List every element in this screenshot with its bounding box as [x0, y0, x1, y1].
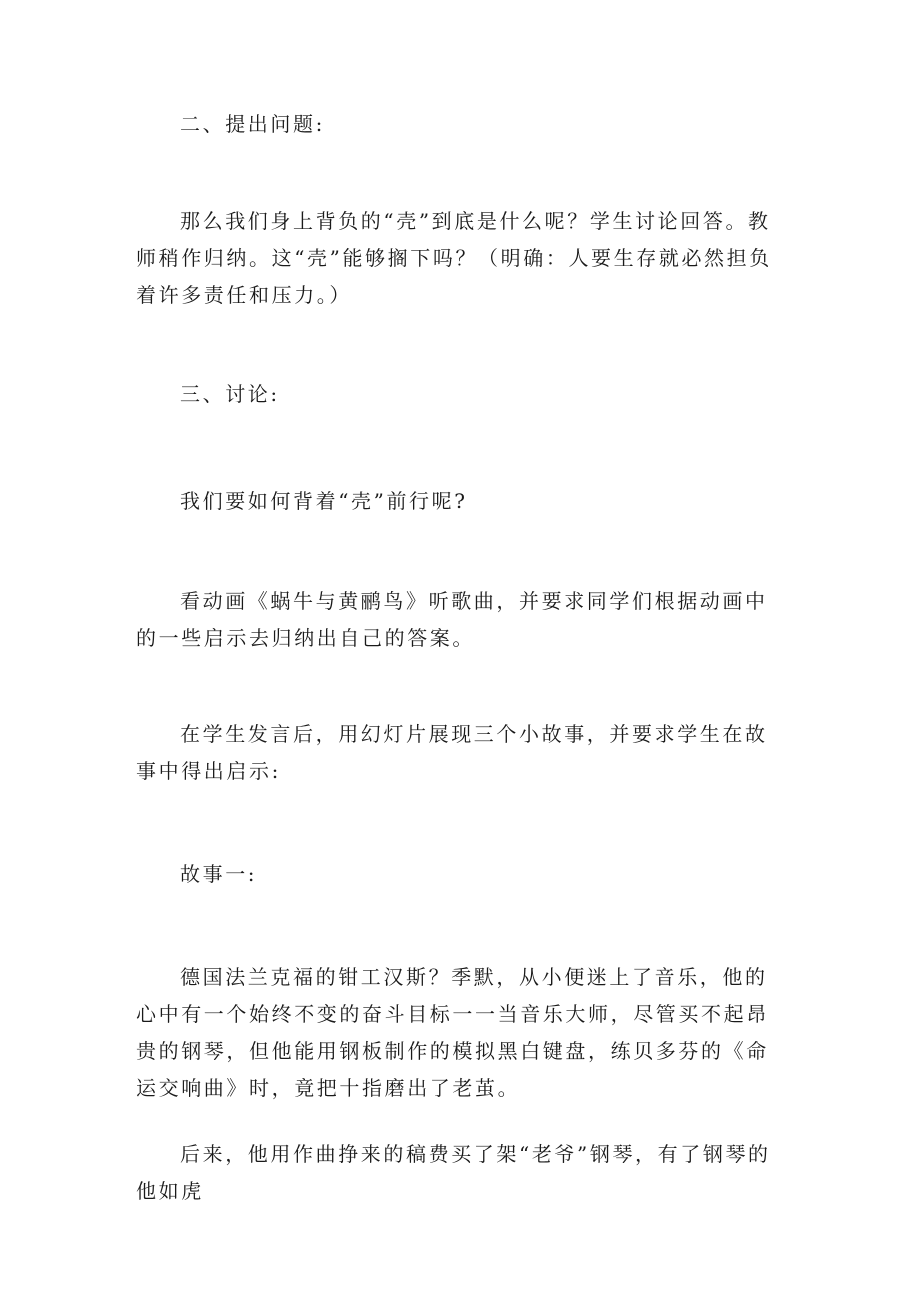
paragraph-story-one: 德国法兰克福的钳工汉斯？季默，从小便迷上了音乐，他的心中有一个始终不变的奋斗目标一一当音乐大师，尽管买不起昂贵的钢琴，但他能用钢板制作的模拟黑白键盘，练贝多芬的《命运交响曲》时，竟把十指磨出了老茧。: [136, 965, 769, 1100]
section-heading-three: 三、讨论:: [180, 382, 280, 406]
paragraph-story-continued: 后来，他用作曲挣来的稿费买了架“老爷”钢琴，有了钢琴的他如虎: [136, 1142, 771, 1203]
section-heading-two: 二、提出问题:: [180, 112, 325, 136]
paragraph-discussion-question: 我们要如何背着“壳”前行呢?: [180, 489, 468, 513]
paragraph-question: 那么我们身上背负的“壳”到底是什么呢？学生讨论回答。教师稍作归纳。这“壳”能够搁下吗？（明确：人要生存就必然担负着许多责任和压力。）: [136, 209, 772, 307]
paragraph-animation: 看动画《蜗牛与黄鹂鸟》听歌曲，并要求同学们根据动画中的一些启示去归纳出自己的答案。: [136, 589, 768, 650]
story-one-heading: 故事一:: [180, 862, 258, 886]
paragraph-slides: 在学生发言后，用幻灯片展现三个小故事，并要求学生在故事中得出启示:: [136, 722, 768, 783]
